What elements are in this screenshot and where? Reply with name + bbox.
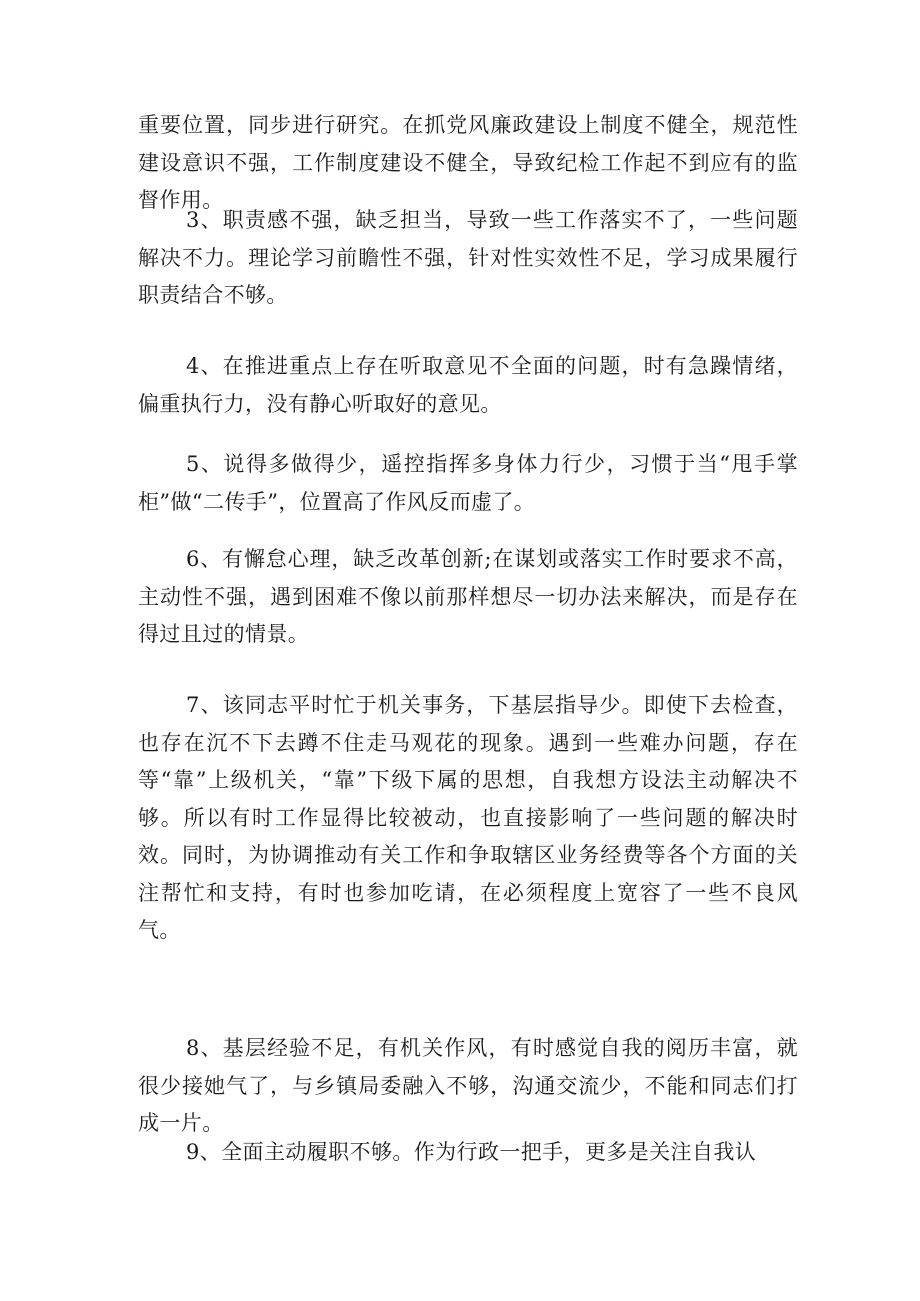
paragraph-item-9: 9、全面主动履职不够。作为行政一把手，更多是关注自我认 [186, 1140, 757, 1164]
paragraph-item-5: 5、说得多做得少，遥控指挥多身体力行少，习惯于当“甩手掌柜”做“二传手”，位置高了作风反而虚了。 [138, 452, 798, 514]
paragraph-item-7: 7、该同志平时忙于机关事务，下基层指导少。即使下去检查，也存在沉不下去蹲不住走马观花的现象。遇到一些难办问题，存在等“靠”上级机关，“靠”下级下属的思想，自我想方设法主动解决不够。所以有时工作显得比较被动，也直接影响了一些问题的解决时效。同时，为协调推动有关工作和争取辖区业务经费等各个方面的关注帮忙和支持，有时也参加吃请，在必须程度上宽容了一些不良风气。 [138, 693, 798, 942]
paragraph-item-4: 4、在推进重点上存在听取意见不全面的问题，时有急躁情绪，偏重执行力，没有静心听取好的意见。 [138, 354, 798, 416]
paragraph-item-6: 6、有懈怠心理，缺乏改革创新;在谋划或落实工作时要求不高，主动性不强，遇到困难不像以前那样想尽一切办法来解决，而是存在得过且过的情景。 [138, 547, 798, 646]
paragraph-item-8: 8、基层经验不足，有机关作风，有时感觉自我的阅历丰富，就很少接她气了，与乡镇局委融入不够，沟通交流少，不能和同志们打成一片。 [138, 1036, 798, 1135]
paragraph-item-3: 3、职责感不强，缺乏担当，导致一些工作落实不了，一些问题解决不力。理论学习前瞻性不强，针对性实效性不足，学习成果履行职责结合不够。 [138, 208, 798, 307]
paragraph-continuation: 重要位置，同步进行研究。在抓党风廉政建设上制度不健全，规范性建设意识不强，工作制度建设不健全，导致纪检工作起不到应有的监督作用。 [138, 113, 798, 212]
